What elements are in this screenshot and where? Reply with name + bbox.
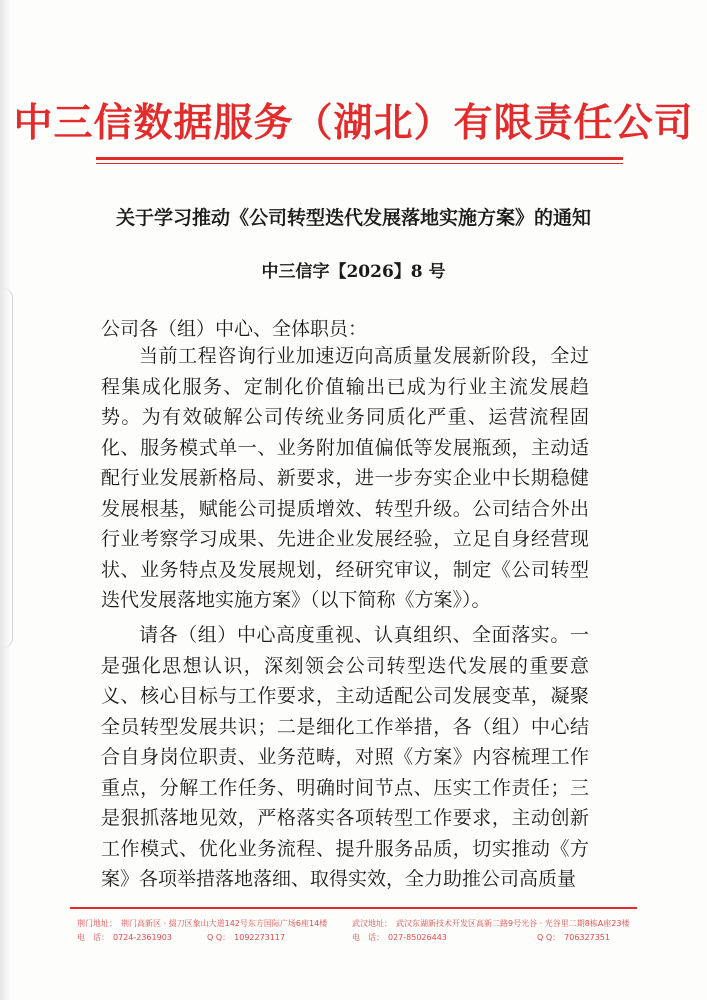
footer-rule	[70, 907, 637, 909]
jingmen-phone: 0724-2361903	[113, 933, 172, 942]
wuhan-address: 武汉东湖新技术开发区高新二路9号光谷 · 光谷里二期8栋A座23楼	[396, 919, 630, 928]
letterhead-rule-thin	[96, 163, 623, 164]
address-label: 荆门地址：	[77, 919, 117, 928]
footer-wuhan-office	[352, 917, 637, 945]
qq-label: Q Q：	[537, 933, 561, 942]
letterhead-company-name: 中三信数据服务（湖北）有限责任公司	[13, 100, 694, 146]
address-label: 武汉地址：	[352, 919, 392, 928]
letterhead-rule-thick	[96, 157, 623, 160]
phone-label: 电 话：	[352, 933, 384, 942]
binding-mark	[0, 288, 13, 648]
notice-title: 关于学习推动《公司转型迭代发展落地实施方案》的通知	[115, 207, 591, 229]
body-paragraph: 当前工程咨询行业加速迈向高质量发展新阶段，全过程集成化服务、定制化价值输出已成为行业主流发展趋势。为有效破解公司传统业务同质化严重、运营流程固化、服务模式单一、业务附加值偏低等发展瓶颈，主动适配行业发展新格局、新要求，进一步夯实企业中长期稳健发展根基，赋能公司提质增效、转型升级。公司结合外出行业考察学习成果、先进企业发展经验，立足自身经营现状、业务特点及发展规划，经研究审议，制定《公司转型迭代发展落地实施方案》（以下简称《方案》）。	[101, 345, 589, 611]
document-number: 中三信字【2026】8 号	[261, 262, 446, 282]
qq-label: Q Q：	[207, 933, 231, 942]
footer-jingmen-office	[77, 917, 342, 945]
wuhan-phone: 027-85026443	[388, 933, 447, 942]
jingmen-address: 荆门高新区 · 掇刀区象山大道142号东方国际广场6座14楼	[121, 919, 328, 928]
phone-label: 电 话：	[77, 933, 109, 942]
wuhan-qq: 706327351	[564, 933, 610, 942]
body-paragraph: 请各（组）中心高度重视、认真组织、全面落实。一是强化思想认识，深刻领会公司转型迭代发展的重要意义、核心目标与工作要求，主动适配公司发展变革，凝聚全员转型发展共识；二是细化工作举措，各（组）中心结合自身岗位职责、业务范畴，对照《方案》内容梳理工作重点，分解工作任务、明确时间节点、压实工作责任；三是狠抓落地见效，严格落实各项转型工作要求，主动创新工作模式、优化业务流程、提升服务品质，切实推动《方案》各项举措落地落细、取得实效，全力助推公司高质量	[101, 624, 589, 890]
salutation: 公司各（组）中心、全体职员：	[101, 318, 368, 340]
jingmen-qq: 1092273117	[234, 933, 286, 942]
